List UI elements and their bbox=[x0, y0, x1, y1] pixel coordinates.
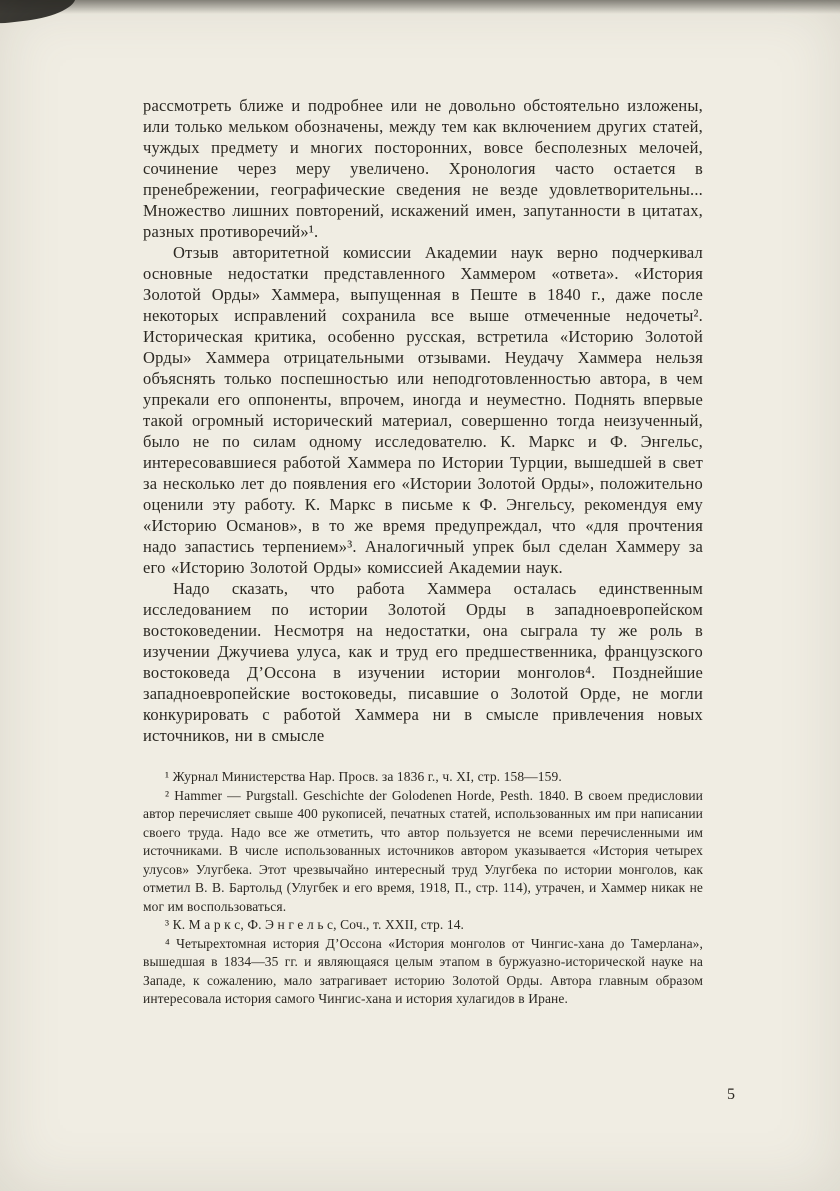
footnote: ² Hammer — Purgstall. Geschichte der Golodenen Horde, Pesth. 1840. В своем предисловии автор перечисляет свыше 400 рукописей, печатных статей, использованных им при написании своего труда. Надо все же отметить, что автор пользуется не всеми перечисленными им источниками. В числе использованных источников автором указывается «История четырех улусов» Улугбека. Этот чрезвычайно интересный труд Улугбека по истории монголов, как отметил В. В. Бартольд (Улугбек и его время, 1918, П., стр. 114), утрачен, и Хаммер никак не мог им воспользоваться. bbox=[143, 787, 703, 914]
footnote: ⁴ Четырехтомная история Д’Оссона «История монголов от Чингис-хана до Тамерлана», вышедшая в 1834—35 гг. и являющаяся целым этапом в буржуазно-исторической науке на Западе, к сожалению, мало затрагивает историю Золотой Орды. Автора главным образом интересовала история самого Чингис-хана и история хулагидов в Иране. bbox=[143, 935, 703, 1006]
footnotes-section bbox=[143, 768, 703, 1009]
page-number: 5 bbox=[727, 1086, 735, 1103]
scan-corner-mark bbox=[0, 0, 78, 25]
footnote: ¹ Журнал Министерства Нар. Просв. за 1836 г., ч. XI, стр. 158—159. bbox=[165, 769, 562, 784]
scan-edge-shadow bbox=[0, 0, 840, 14]
footnote: ³ К. М а р к с, Ф. Э н г е л ь с, Соч., т. XXII, стр. 14. bbox=[165, 917, 465, 932]
body-paragraph: Надо сказать, что работа Хаммера осталась единственным исследованием по истории Золотой Орды в западноевропейском востоковедении. Несмотря на недостатки, она сыграла ту же роль в изучении Джучиева улуса, как и труд его предшественника, французского востоковеда Д’Оссона в изучении истории монголов⁴. Позднейшие западноевропейские востоковеды, писавшие о Золотой Орде, не могли конкурировать с работой Хаммера ни в смысле привлечения новых источников, ни в смысле bbox=[143, 579, 703, 745]
body-paragraph: Отзыв авторитетной комиссии Академии наук верно подчеркивал основные недостатки представленного Хаммером «ответа». «История Золотой Орды» Хаммера, выпущенная в Пеште в 1840 г., даже после некоторых исправлений сохранила все выше отмеченные недочеты². Историческая критика, особенно русская, встретила «Историю Золотой Орды» Хаммера отрицательными отзывами. Неудачу Хаммера нельзя объяснять только поспешностью или неподготовленностью автора, в чем упрекали его оппоненты, впрочем, иногда и неуместно. Поднять впервые такой огромный исторический материал, совершенно тогда неизученный, было не по силам одному исследователю. К. Маркс и Ф. Энгельс, интересовавшиеся работой Хаммера по Истории Турции, вышедшей в свет за несколько лет до появления его «Истории Золотой Орды», положительно оценили эту работу. К. Маркс в письме к Ф. Энгельсу, рекомендуя ему «Историю Османов», в то же время предупреждал, что «для прочтения надо запастись терпением»³. Аналогичный упрек был сделан Хаммеру за его «Историю Золотой Орды» комиссией Академии наук. bbox=[143, 243, 703, 577]
body-paragraph: рассмотреть ближе и подробнее или не довольно обстоятельно изложены, или только мельком обозначены, между тем как включением других статей, чуждых предмету и многих посторонних, вовсе бесполезных мелочей, сочинение через меру увеличено. Хронология часто остается в пренебрежении, географические сведения не везде удовлетворительны... Множество лишних повторений, искажений имен, запутанности в цитатах, разных противоречий»¹. bbox=[143, 96, 703, 241]
text-column bbox=[143, 95, 703, 1009]
